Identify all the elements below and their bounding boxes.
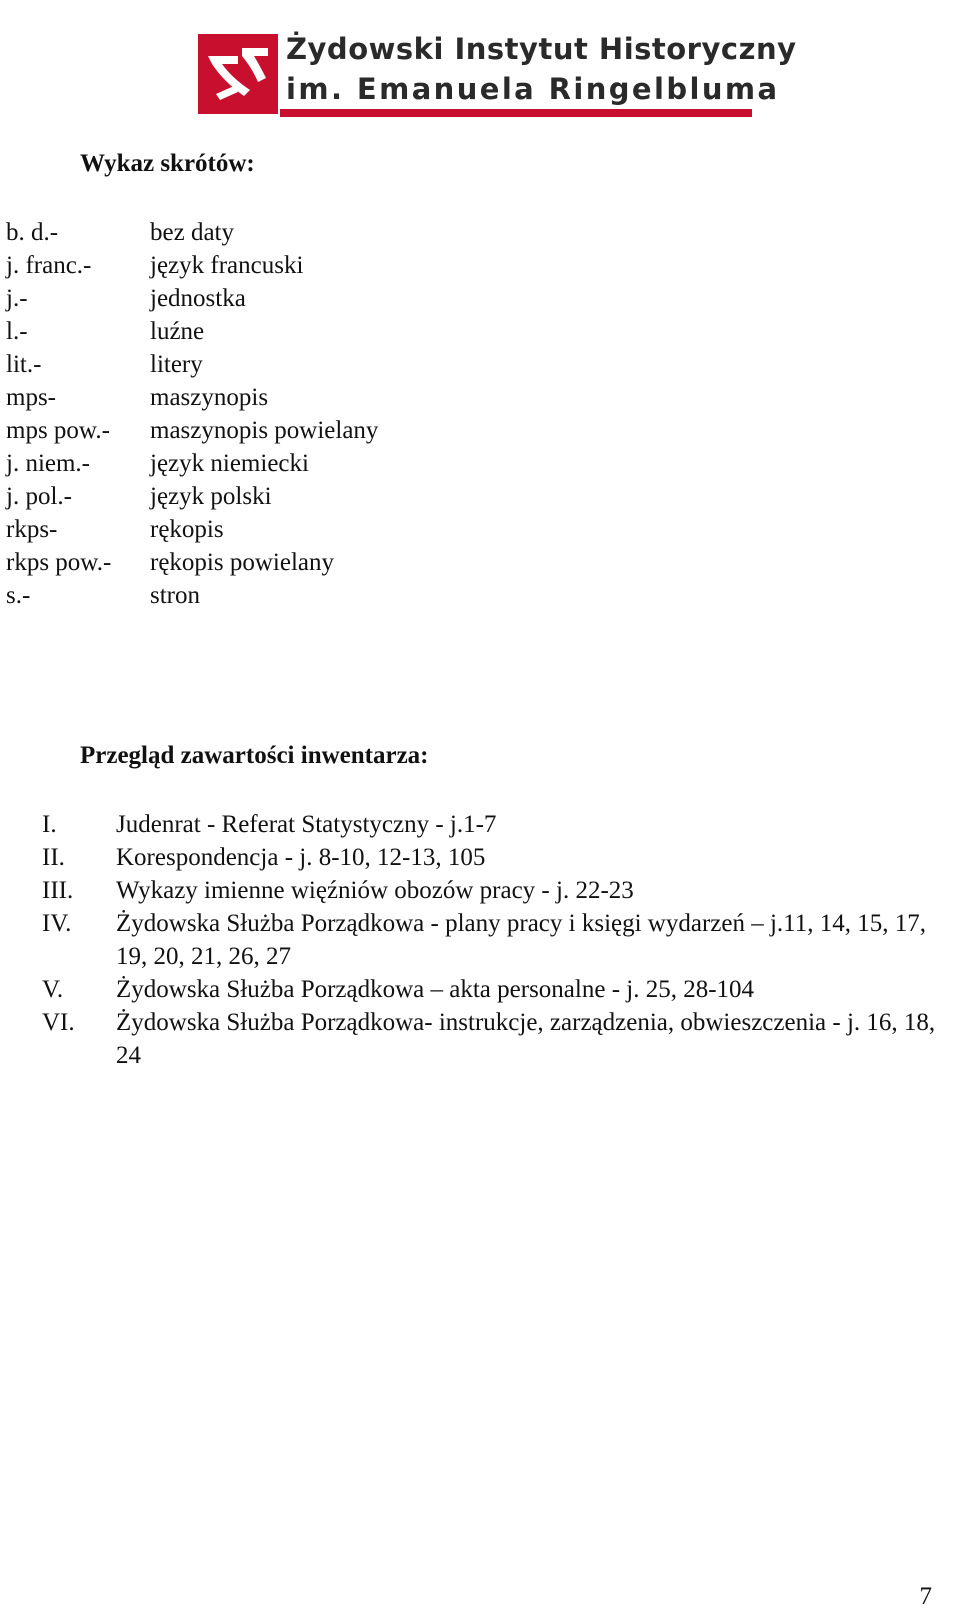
abbreviation-meaning: bez daty xyxy=(150,219,234,246)
logo-underline xyxy=(280,109,752,117)
abbreviation-meaning: język polski xyxy=(150,483,272,510)
contents-item-number: I. xyxy=(42,811,57,838)
contents-item xyxy=(42,907,942,973)
contents-item-text: Żydowska Służba Porządkowa – akta personalne - j. 25, 28-104 xyxy=(116,976,755,1003)
contents-item-number: V. xyxy=(42,976,64,1003)
abbreviation-key: s.- xyxy=(6,582,31,609)
logo-title-line2: im. Emanuela Ringelbluma xyxy=(286,72,780,106)
abbreviation-row xyxy=(6,216,506,249)
contents-item-text: Judenrat - Referat Statystyczny - j.1-7 xyxy=(116,811,497,838)
abbreviation-key: j. pol.- xyxy=(6,483,72,510)
abbreviation-key: mps- xyxy=(6,384,56,411)
abbreviation-key: lit.- xyxy=(6,351,42,378)
contents-item-number: II. xyxy=(42,844,65,871)
abbreviation-meaning: rękopis xyxy=(150,516,224,543)
abbreviation-row xyxy=(6,447,506,480)
contents-item xyxy=(42,874,942,907)
abbreviation-meaning: rękopis powielany xyxy=(150,549,334,576)
abbreviations-list xyxy=(6,216,506,612)
abbreviation-row xyxy=(6,579,506,612)
abbreviation-row xyxy=(6,348,506,381)
abbreviation-meaning: maszynopis xyxy=(150,384,269,411)
contents-item xyxy=(42,973,942,1006)
logo-title-line1: Żydowski Instytut Historyczny xyxy=(286,32,797,66)
abbreviation-row xyxy=(6,315,506,348)
contents-item-text: Wykazy imienne więźniów obozów pracy - j. 22-23 xyxy=(116,877,634,904)
abbreviation-row xyxy=(6,513,506,546)
abbreviation-key: j.- xyxy=(6,285,28,312)
institute-logo xyxy=(198,30,797,122)
contents-item xyxy=(42,841,942,874)
contents-item xyxy=(42,808,942,841)
abbreviation-meaning: litery xyxy=(150,351,203,378)
abbreviation-key: j. niem.- xyxy=(6,450,91,477)
abbreviations-heading: Wykaz skrótów: xyxy=(80,150,255,177)
abbreviation-key: j. franc.- xyxy=(6,252,92,279)
abbreviation-meaning: język francuski xyxy=(150,252,304,279)
abbreviation-key: rkps- xyxy=(6,516,58,543)
contents-item-text: Żydowska Służba Porządkowa - plany pracy i księgi wydarzeń – j.11, 14, 15, 17, 19, 20, 21, 26, 27 xyxy=(116,910,926,970)
contents-item-number: IV. xyxy=(42,910,72,937)
contents-item-number: VI. xyxy=(42,1009,75,1036)
abbreviation-key: l.- xyxy=(6,318,28,345)
contents-heading: Przegląd zawartości inwentarza: xyxy=(80,742,429,769)
abbreviation-meaning: stron xyxy=(150,582,200,609)
logo-emblem-icon xyxy=(198,34,278,114)
abbreviation-meaning: język niemiecki xyxy=(150,450,309,477)
abbreviation-key: b. d.- xyxy=(6,219,59,246)
abbreviation-row xyxy=(6,546,506,579)
contents-item-text: Korespondencja - j. 8-10, 12-13, 105 xyxy=(116,844,486,871)
contents-item xyxy=(42,1006,942,1072)
abbreviation-meaning: luźne xyxy=(150,318,205,345)
abbreviation-meaning: maszynopis powielany xyxy=(150,417,379,444)
abbreviation-row xyxy=(6,282,506,315)
contents-item-text: Żydowska Służba Porządkowa- instrukcje, zarządzenia, obwieszczenia - j. 16, 18, 24 xyxy=(116,1009,936,1069)
abbreviation-meaning: jednostka xyxy=(150,285,246,312)
abbreviation-key: mps pow.- xyxy=(6,417,110,444)
abbreviation-row xyxy=(6,414,506,447)
page-number: 7 xyxy=(919,1583,932,1610)
abbreviation-row xyxy=(6,249,506,282)
contents-item-number: III. xyxy=(42,877,74,904)
abbreviation-row xyxy=(6,480,506,513)
abbreviation-row xyxy=(6,381,506,414)
contents-list xyxy=(42,808,942,1072)
abbreviation-key: rkps pow.- xyxy=(6,549,112,576)
